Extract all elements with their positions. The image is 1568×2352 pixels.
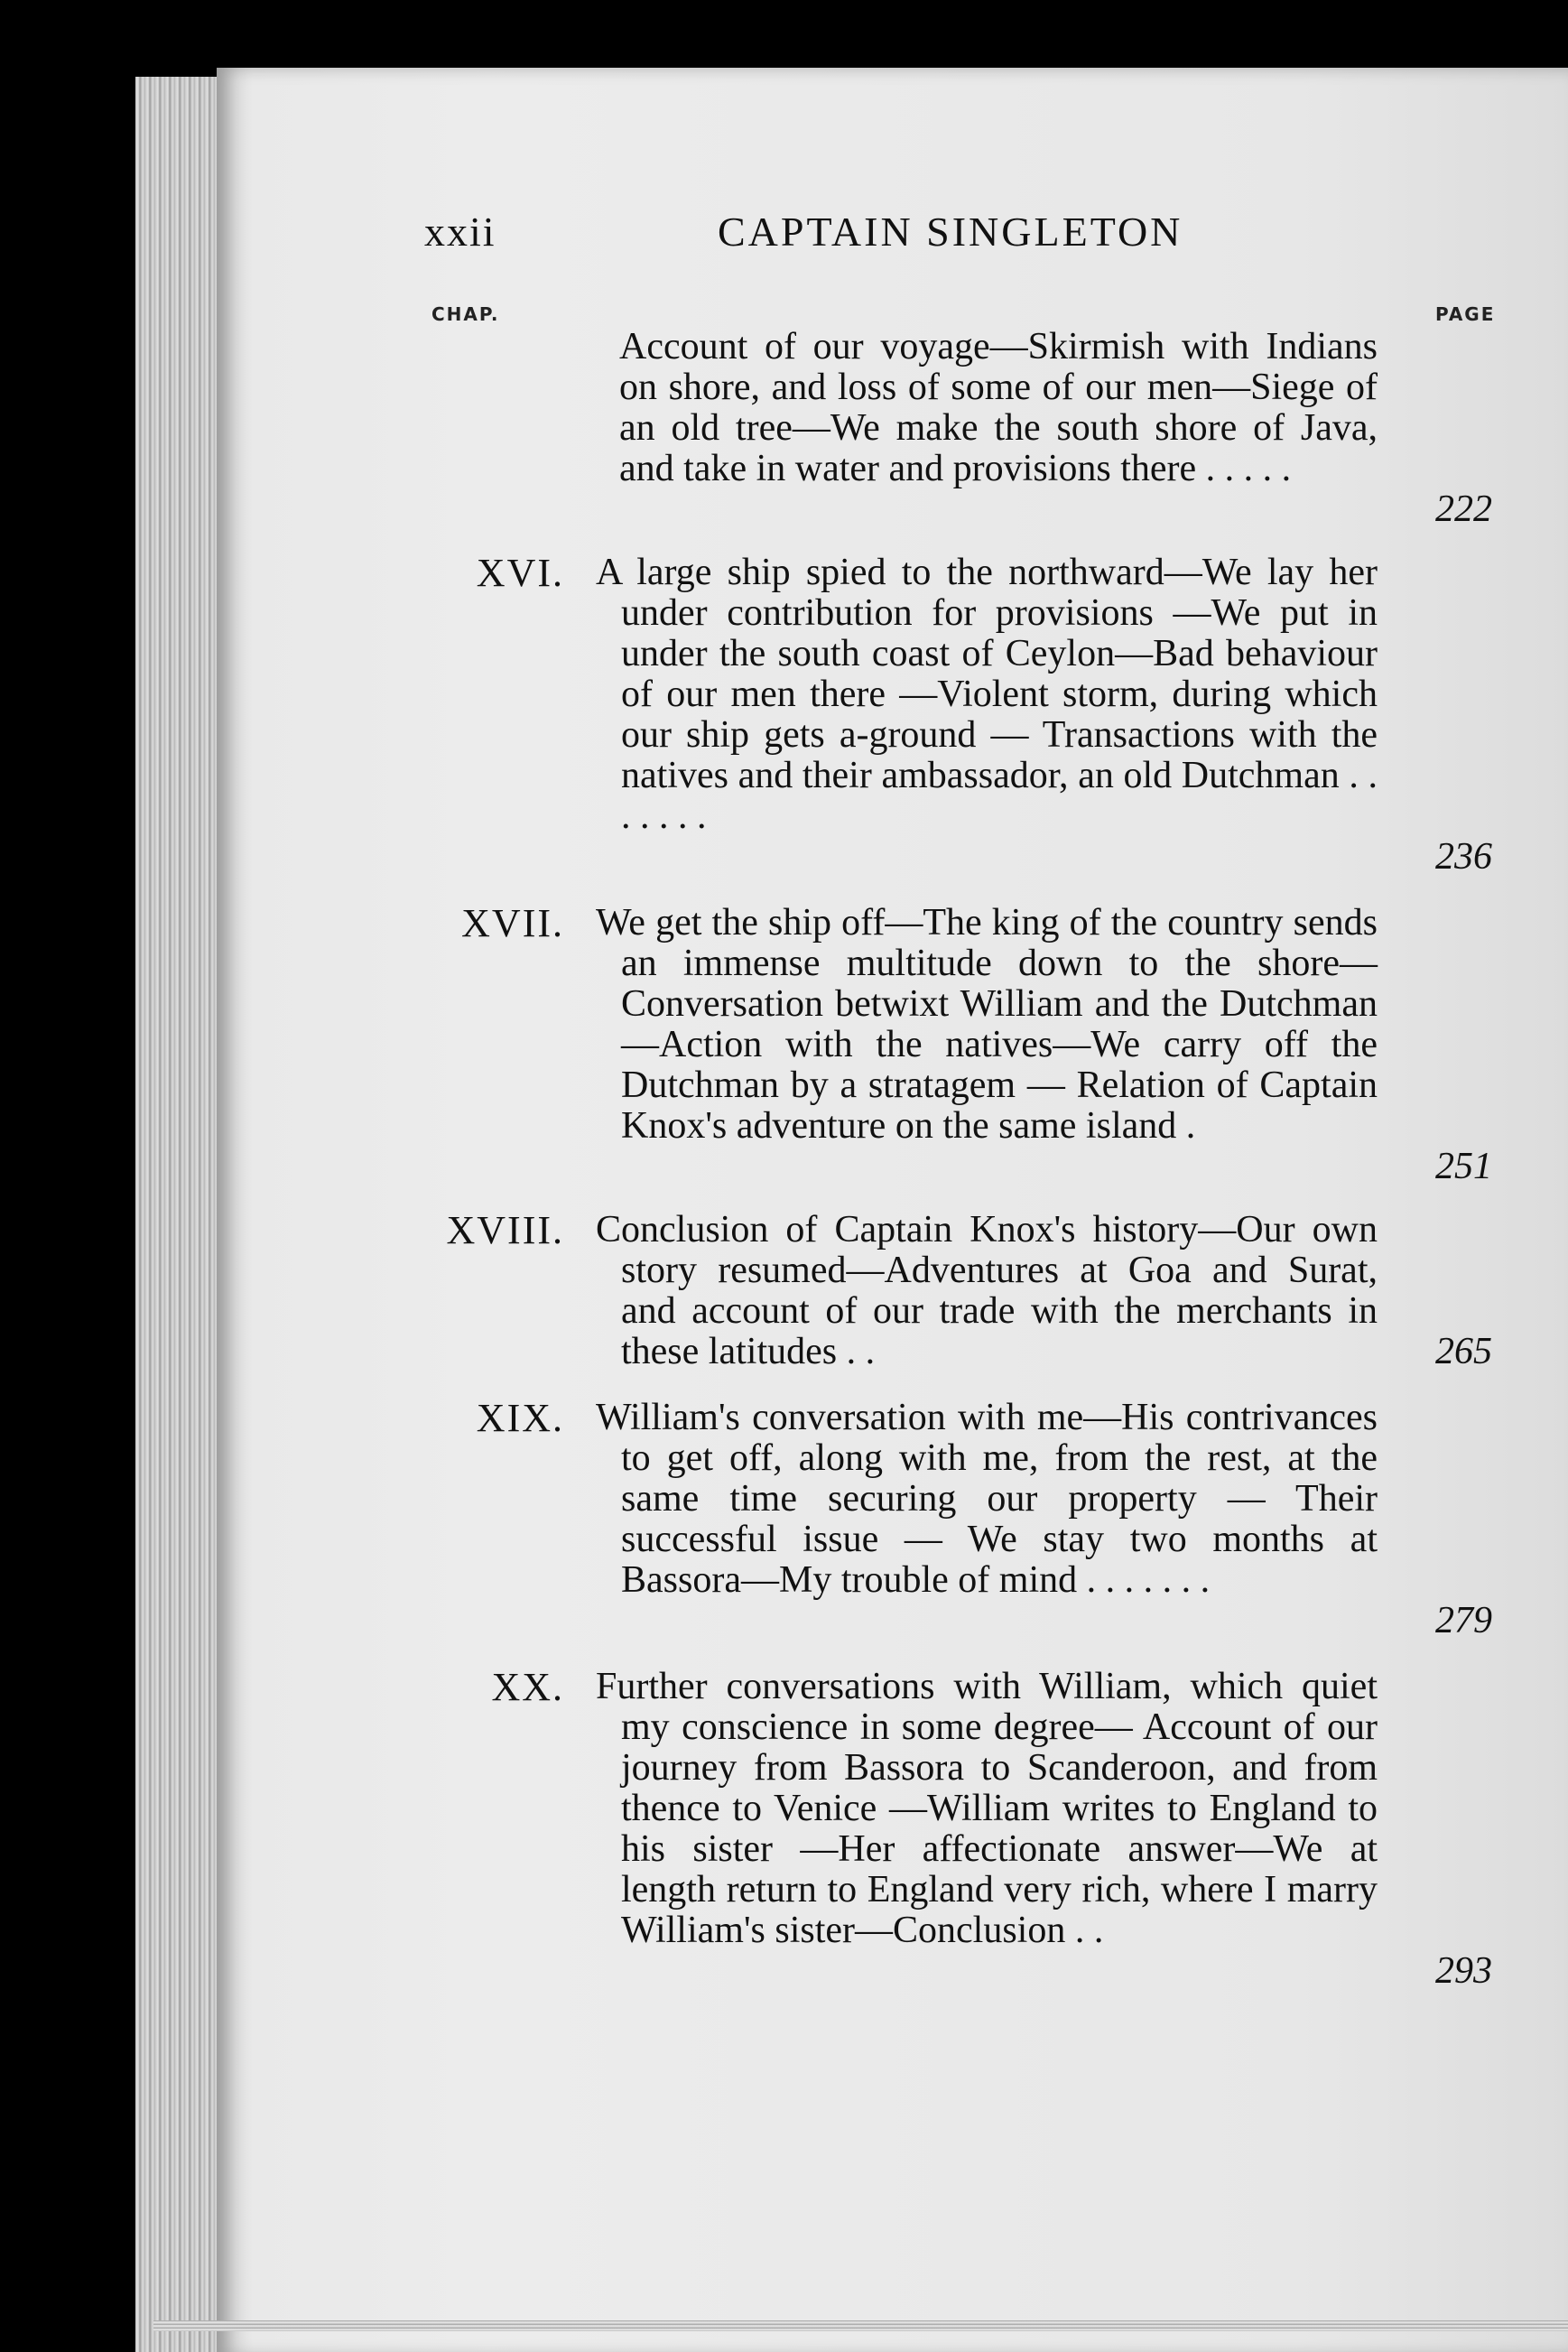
chapter-number: XVI. [476,551,564,595]
folio: xxii [424,209,496,255]
page-number: 236 [1435,836,1492,878]
chapter-summary: Further conversations with William, which quiet my conscience in some degree— Account of our journey from Bassora to Scanderoon, and from thence to Venice —William writes to England to his sister —Her affectionate answer—We at length return to England very rich, where I marry William's sister—Conclusion . . [596,1666,1378,1951]
page-bottom-edge [153,2320,1568,2331]
chapter-summary: William's conversation with me—His contrivances to get off, along with me, from the rest, at the same time securing our property — Their successful issue — We stay two months at Bassora—My trouble of mind . . . . . . . [596,1397,1378,1601]
running-head [424,208,1544,271]
chapter-summary: Conclusion of Captain Knox's history—Our own story resumed—Adventures at Goa and Surat, and account of our trade with the merchants in these latitudes . . [596,1209,1378,1372]
chapter-number: XVII. [461,901,564,945]
book-title: CAPTAIN SINGLETON [718,209,1183,255]
page-column-label: PAGE [1435,303,1496,325]
chapter-summary: A large ship spied to the northward—We lay her under contribution for provisions —We put in under the south coast of Ceylon—Bad behaviour of our men there —Violent storm, during which our ship gets a-ground — Transactions with the natives and their ambassador, an old Dutchman . . . . . . . [596,552,1378,837]
chapter-number: XVIII. [446,1208,564,1252]
page-number: 251 [1435,1146,1492,1187]
chapter-summary: Account of our voyage—Skirmish with Indians on shore, and loss of some of our men—Siege of an old tree—We make the south shore of Java, and take in water and provisions there . . . . . [619,326,1378,489]
page-number: 293 [1435,1950,1492,1992]
chapter-number: XIX. [476,1396,564,1440]
page-number: 279 [1435,1600,1492,1641]
page-number: 265 [1435,1331,1492,1372]
chapter-column-label: CHAP. [431,303,500,325]
chapter-summary: We get the ship off—The king of the country sends an immense multitude down to the shore—Conversation betwixt William and the Dutchman—Action with the natives—We carry off the Dutchman by a stratagem — Relation of Captain Knox's adventure on the same island . [596,902,1378,1147]
chapter-number: XX. [491,1665,564,1709]
page-number: 222 [1435,488,1492,530]
